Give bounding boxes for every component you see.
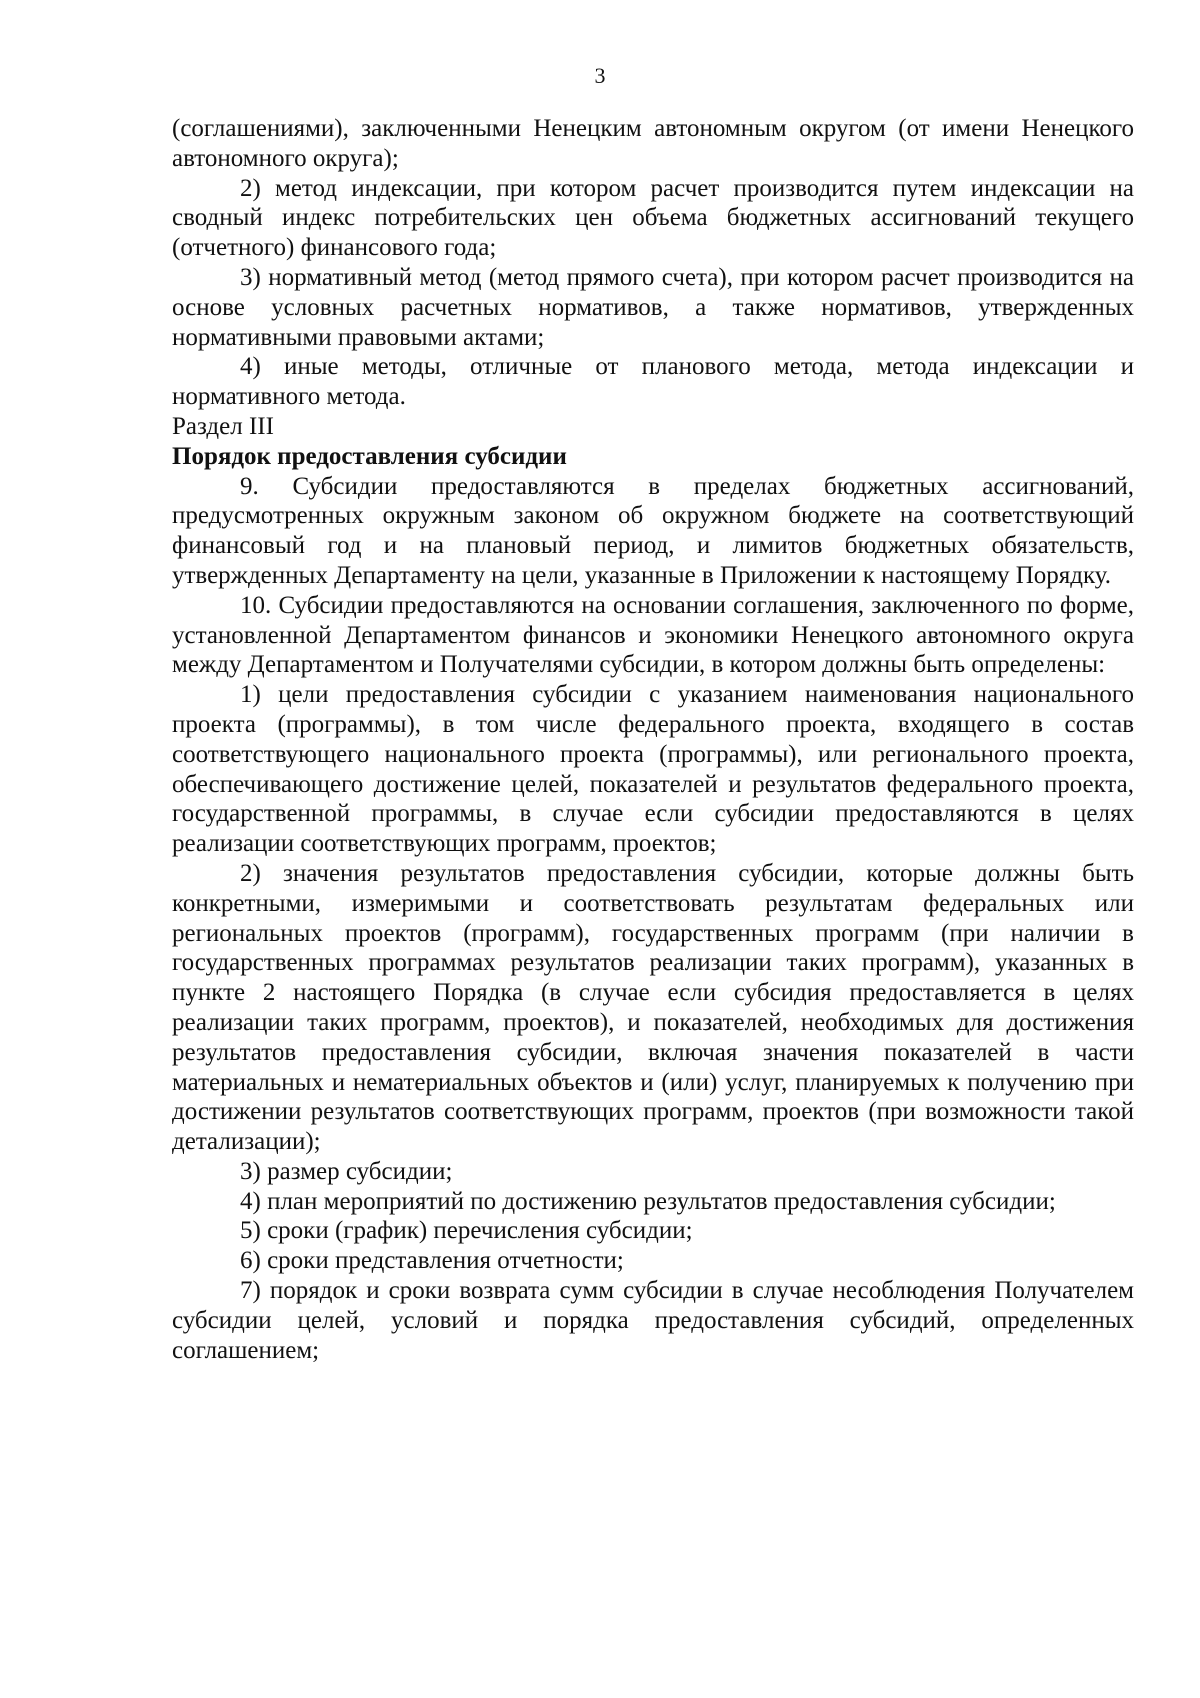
section-number: Раздел III — [172, 412, 274, 440]
paragraph: 3) размер субсидии; — [240, 1157, 453, 1185]
paragraph: 3) нормативный метод (метод прямого счета), при котором расчет производится на основе условных расчетных нормативов, а также нормативов, утвержденных нормативными правовыми актами; — [172, 263, 1134, 351]
paragraph: 7) порядок и сроки возврата сумм субсидии в случае несоблюдения Получателем субсидии целей, условий и порядка предоставления субсидий, определенных соглашением; — [172, 1277, 1134, 1364]
paragraph: 5) сроки (график) перечисления субсидии; — [240, 1217, 693, 1245]
section-title: Порядок предоставления субсидии — [172, 442, 567, 470]
paragraph: (соглашениями), заключенными Ненецким автономным округом (от имени Ненецкого автономного округа); — [172, 115, 1134, 172]
paragraph: 4) иные методы, отличные от планового метода, метода индексации и нормативного метода. — [172, 353, 1134, 411]
paragraph: 10. Субсидии предоставляются на основании соглашения, заключенного по форме, установленной Департаментом финансов и экономики Ненецкого автономного округа между Департаментом и Получателями субсидии, в котором должны быть определены: — [172, 591, 1134, 679]
subsidy-provisions — [172, 472, 1134, 1366]
paragraph: 1) цели предоставления субсидии с указанием наименования национального проекта (программы), в том числе федерального проекта, входящего в состав соответствующего национального проекта (программы), или регионального проекта, обеспечивающего достижение целей, показателей и результатов федерального проекта, государственной программы, в случае если субсидии предоставляются в целях реализации соответствующих программ, проектов; — [172, 681, 1134, 858]
paragraph: 2) значения результатов предоставления субсидии, которые должны быть конкретными, измеримыми и соответствовать результатам федеральных или региональных проектов (программ), государственных программ (при наличии в государственных программах результатов реализации таких программ), указанных в пункте 2 настоящего Порядка (в случае если субсидия предоставляется в целях реализации таких программ, проектов), и показателей, необходимых для достижения результатов предоставления субсидии, включая значения показателей в части материальных и нематериальных объектов и (или) услуг, планируемых к получению при достижении результатов соответствующих программ, проектов (при возможности такой детализации); — [172, 859, 1134, 1156]
page-number: 3 — [594, 63, 606, 88]
methods-list — [172, 114, 1134, 412]
paragraph: 2) метод индексации, при котором расчет производится путем индексации на сводный индекс потребительских цен объема бюджетных ассигнований текущего (отчетного) финансового года; — [172, 174, 1134, 262]
paragraph: 9. Субсидии предоставляются в пределах бюджетных ассигнований, предусмотренных окружным законом об окружном бюджете на соответствующий финансовый год и на плановый период, и лимитов бюджетных обязательств, утвержденных Департаменту на цели, указанные в Приложении к настоящему Порядку. — [172, 472, 1134, 589]
paragraph: 6) сроки представления отчетности; — [240, 1247, 624, 1275]
document-body — [172, 114, 1134, 1365]
paragraph: 4) план мероприятий по достижению результатов предоставления субсидии; — [240, 1187, 1056, 1215]
